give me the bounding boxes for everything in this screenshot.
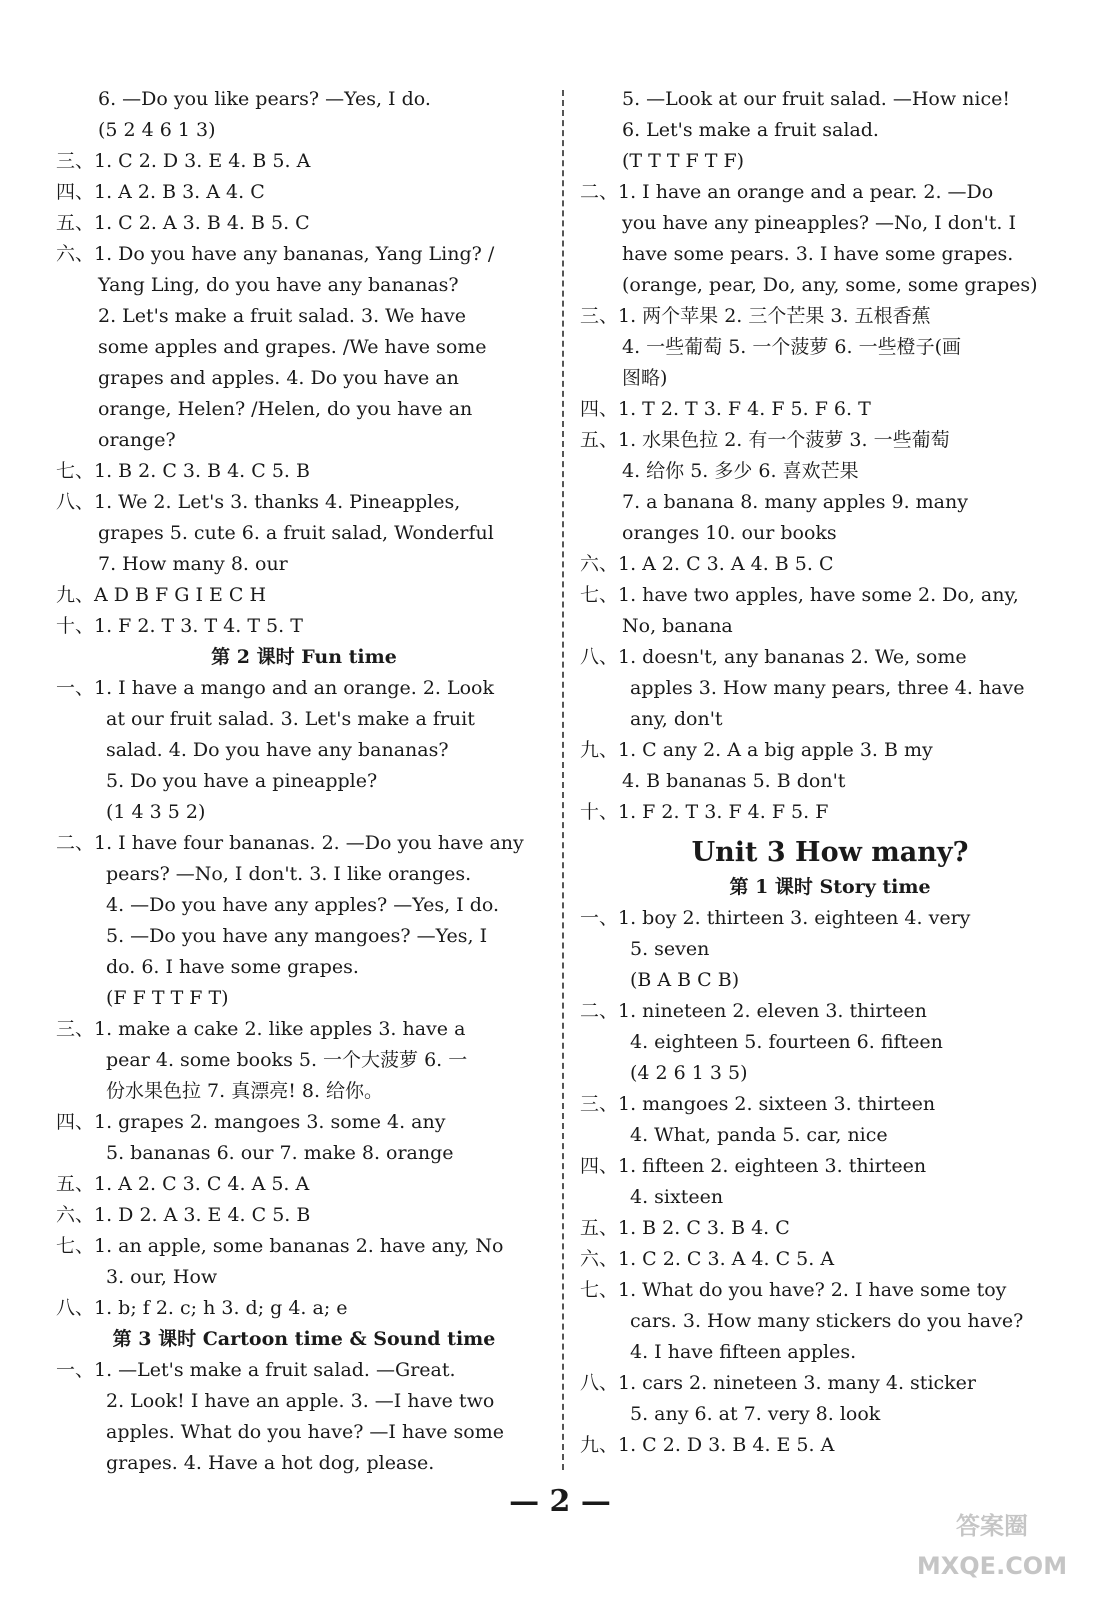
answer-line: 七、1. B 2. C 3. B 4. C 5. B: [56, 460, 310, 482]
answer-line: 一、1. boy 2. thirteen 3. eighteen 4. very: [580, 907, 971, 929]
answer-line: (orange, pear, Do, any, some, some grapes): [622, 274, 1038, 296]
answer-line: 一、1. I have a mango and an orange. 2. Look: [56, 677, 495, 699]
answer-line: (F F T T F T): [106, 987, 229, 1009]
answer-line: 4. B bananas 5. B don't: [622, 770, 846, 792]
answer-line: 5. bananas 6. our 7. make 8. orange: [106, 1142, 454, 1164]
answer-line: 六、1. A 2. C 3. A 4. B 5. C: [580, 553, 834, 575]
answer-line: 3. our, How: [106, 1266, 218, 1288]
answer-line: 5. —Look at our fruit salad. —How nice!: [622, 88, 1010, 110]
answer-line: 八、1. cars 2. nineteen 3. many 4. sticker: [580, 1372, 977, 1394]
answer-line: 五、1. B 2. C 3. B 4. C: [580, 1217, 790, 1239]
answer-line: 八、1. doesn't, any bananas 2. We, some: [580, 646, 967, 668]
answer-line: 三、1. make a cake 2. like apples 3. have a: [56, 1018, 466, 1040]
watermark-line2: MXQE.COM: [916, 1552, 1068, 1580]
right-column: [580, 84, 1080, 1461]
answer-line: 十、1. F 2. T 3. T 4. T 5. T: [56, 615, 303, 637]
watermark-logo: [882, 1494, 1102, 1590]
answer-line: 六、1. C 2. C 3. A 4. C 5. A: [580, 1248, 835, 1270]
answer-line: 十、1. F 2. T 3. F 4. F 5. F: [580, 801, 829, 823]
answer-line: (T T T F T F): [622, 150, 745, 172]
answer-line: 二、1. I have an orange and a pear. 2. —Do: [580, 181, 994, 203]
answer-line: 5. —Do you have any mangoes? —Yes, I: [106, 925, 488, 947]
answer-line: 2. Look! I have an apple. 3. —I have two: [106, 1390, 495, 1412]
answer-line: (4 2 6 1 3 5): [630, 1062, 748, 1084]
answer-line: 5. seven: [630, 938, 710, 960]
answer-line: 4. 一些葡萄 5. 一个菠萝 6. 一些橙子(画: [622, 336, 961, 358]
answer-line: cars. 3. How many stickers do you have?: [630, 1310, 1024, 1332]
answer-line: 5. any 6. at 7. very 8. look: [630, 1403, 881, 1425]
answer-line: 一、1. —Let's make a fruit salad. —Great.: [56, 1359, 456, 1381]
answer-line: 四、1. fifteen 2. eighteen 3. thirteen: [580, 1155, 927, 1177]
answer-line: do. 6. I have some grapes.: [106, 956, 359, 978]
answer-line: 二、1. I have four bananas. 2. —Do you have any: [56, 832, 524, 854]
answer-line: apples. What do you have? —I have some: [106, 1421, 505, 1443]
answer-line: No, banana: [622, 615, 733, 637]
column-divider: [562, 90, 564, 1470]
answer-line: 4. —Do you have any apples? —Yes, I do.: [106, 894, 500, 916]
answer-line: 6. Let's make a fruit salad.: [622, 119, 879, 141]
answer-line: (5 2 4 6 1 3): [98, 119, 216, 141]
answer-line: 4. What, panda 5. car, nice: [630, 1124, 888, 1146]
answer-line: grapes 5. cute 6. a fruit salad, Wonderful: [98, 522, 494, 544]
answer-line: salad. 4. Do you have any bananas?: [106, 739, 449, 761]
answer-line: 六、1. D 2. A 3. E 4. C 5. B: [56, 1204, 311, 1226]
answer-line: 四、1. grapes 2. mangoes 3. some 4. any: [56, 1111, 446, 1133]
answer-line: 4. I have fifteen apples.: [630, 1341, 857, 1363]
lesson-heading: 第 2 课时 Fun time: [211, 646, 397, 668]
answer-line: 4. 给你 5. 多少 6. 喜欢芒果: [622, 460, 859, 482]
answer-line: Yang Ling, do you have any bananas?: [98, 274, 459, 296]
left-column: [56, 84, 552, 1479]
answer-line: 图略): [622, 367, 668, 389]
answer-line: 九、1. C any 2. A a big apple 3. B my: [580, 739, 933, 761]
answer-line: 6. —Do you like pears? —Yes, I do.: [98, 88, 431, 110]
answer-line: 五、1. A 2. C 3. C 4. A 5. A: [56, 1173, 310, 1195]
answer-line: 4. sixteen: [630, 1186, 724, 1208]
answer-line: 三、1. C 2. D 3. E 4. B 5. A: [56, 150, 311, 172]
answer-line: 六、1. Do you have any bananas, Yang Ling? /: [56, 243, 495, 265]
answer-line: 四、1. T 2. T 3. F 4. F 5. F 6. T: [580, 398, 871, 420]
answer-line: some apples and grapes. /We have some: [98, 336, 487, 358]
answer-line: 三、1. mangoes 2. sixteen 3. thirteen: [580, 1093, 936, 1115]
answer-line: grapes. 4. Have a hot dog, please.: [106, 1452, 435, 1474]
answer-line: (1 4 3 5 2): [106, 801, 206, 823]
answer-line: have some pears. 3. I have some grapes.: [622, 243, 1014, 265]
answer-line: 七、1. an apple, some bananas 2. have any, No: [56, 1235, 504, 1257]
watermark-line1: 答案圈: [956, 1512, 1028, 1540]
answer-line: apples 3. How many pears, three 4. have: [630, 677, 1025, 699]
answer-line: grapes and apples. 4. Do you have an: [98, 367, 459, 389]
answer-line: 四、1. A 2. B 3. A 4. C: [56, 181, 265, 203]
answer-line: 八、1. b; f 2. c; h 3. d; g 4. a; e: [56, 1297, 348, 1319]
answer-line: oranges 10. our books: [622, 522, 837, 544]
answer-line: 4. eighteen 5. fourteen 6. fifteen: [630, 1031, 943, 1053]
answer-line: 三、1. 两个苹果 2. 三个芒果 3. 五根香蕉: [580, 305, 931, 327]
answer-line: 八、1. We 2. Let's 3. thanks 4. Pineapples,: [56, 491, 461, 513]
answer-line: 7. a banana 8. many apples 9. many: [622, 491, 968, 513]
answer-line: 五、1. C 2. A 3. B 4. B 5. C: [56, 212, 310, 234]
lesson-heading: 第 3 课时 Cartoon time & Sound time: [112, 1328, 496, 1350]
answer-line: 二、1. nineteen 2. eleven 3. thirteen: [580, 1000, 927, 1022]
answer-line: 5. Do you have a pineapple?: [106, 770, 378, 792]
answer-line: pear 4. some books 5. 一个大菠萝 6. 一: [106, 1049, 468, 1071]
answer-line: 九、A D B F G I E C H: [56, 584, 267, 606]
answer-line: 7. How many 8. our: [98, 553, 288, 575]
answer-line: at our fruit salad. 3. Let's make a fruit: [106, 708, 475, 730]
answer-line: 七、1. What do you have? 2. I have some toy: [580, 1279, 1007, 1301]
answer-line: 七、1. have two apples, have some 2. Do, any,: [580, 584, 1019, 606]
unit-title: Unit 3 How many?: [691, 837, 969, 868]
answer-line: (B A B C B): [630, 969, 740, 991]
answer-line: orange, Helen? /Helen, do you have an: [98, 398, 473, 420]
page-number: — 2 —: [509, 1484, 611, 1519]
lesson-heading: 第 1 课时 Story time: [729, 876, 931, 898]
answer-line: 2. Let's make a fruit salad. 3. We have: [98, 305, 466, 327]
answer-line: pears? —No, I don't. 3. I like oranges.: [106, 863, 472, 885]
answer-line: 份水果色拉 7. 真漂亮! 8. 给你。: [106, 1080, 384, 1102]
answer-line: any, don't: [630, 708, 723, 730]
answer-line: you have any pineapples? —No, I don't. I: [622, 212, 1017, 234]
answer-line: 九、1. C 2. D 3. B 4. E 5. A: [580, 1434, 835, 1456]
answer-line: orange?: [98, 429, 176, 451]
answer-line: 五、1. 水果色拉 2. 有一个菠萝 3. 一些葡萄: [580, 429, 950, 451]
